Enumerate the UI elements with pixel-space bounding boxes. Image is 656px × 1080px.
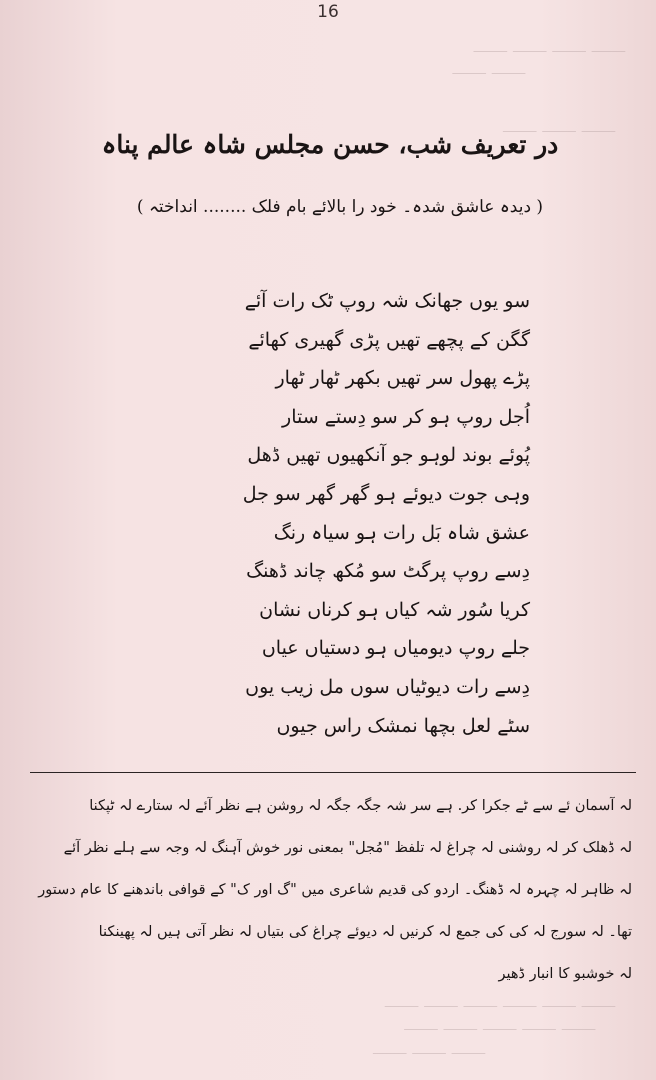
footnote-line: لہ ڈھلک کر لہ روشنی لہ چراغ لہ تلفظ "مُجل" بمعنی نور خوش آہنگ لہ وجہ سے ہلے نظر آئے: [63, 840, 632, 856]
verse-line: جلے روپ دیومیاں ہو دستیاں عیاں: [261, 637, 530, 660]
verse-line: دِسے رات دیوٹیاں سوں مل زیب یوں: [245, 675, 530, 698]
verse-line: گگن کے پچھے تھیں پڑی گھیری کھائے: [248, 328, 530, 351]
show-through-text: ⸻ ⸻: [451, 65, 526, 81]
verse-line: پُوئے بوند لوہو جو آنکھیوں تھیں ڈھل: [247, 444, 530, 467]
poem-verses: [110, 282, 530, 745]
show-through-text: ⸻ ⸻ ⸻ ⸻ ⸻ ⸻: [384, 998, 616, 1014]
show-through-text: ⸻ ⸻ ⸻ ⸻: [472, 43, 626, 59]
footnote-line: تھا۔ لہ سورج لہ کی کی جمع لہ کرنیں لہ دیوئے چراغ کی بتیاں لہ نظر آتی ہیں لہ پھینکنا: [98, 924, 632, 940]
footnotes: [20, 785, 632, 995]
footnote-divider: [30, 772, 636, 773]
footnote-line: لہ ظاہر لہ چہرہ لہ ڈھنگ۔ اردو کی قدیم شاعری میں "گ اور ک" کے قوافی باندھنے کا عام دستور: [38, 882, 632, 898]
verse-line: سو یوں جھانک شہ روپ ٹک رات آئے: [244, 290, 530, 312]
show-through-text: ⸻ ⸻ ⸻: [502, 123, 616, 139]
verse-line: عشق شاہ بَل رات ہو سیاہ رنگ: [273, 521, 530, 544]
verse-line: کریا سُور شہ کیاں ہو کرناں نشان: [259, 598, 530, 621]
footnote-line: لہ خوشبو کا انبار ڈھیر: [498, 966, 632, 982]
footnote-line: لہ آسمان ئے سے ٹے جکرا کر. ہے سر شہ جگہ جگہ لہ روشن ہے نظر آئے لہ ستارے لہ ٹپکنا: [89, 798, 632, 814]
show-through-text: ⸻ ⸻ ⸻ ⸻ ⸻: [403, 1021, 596, 1037]
poem-subtitle: ( دیدہ عاشق شدہ۔ خود را بالائے بام فلک ........ انداختہ ): [136, 197, 544, 217]
poem-title: در تعریف شب، حسن مجلس شاہ عالم پناہ: [101, 130, 559, 159]
verse-line: پڑے پھول سر تھیں بکھر ٹھار ٹھار: [275, 367, 530, 390]
verse-line: اُجل روپ ہو کر سو دِستے ستار: [282, 405, 530, 428]
verse-line: دِسے روپ پرگٹ سو مُکھ چاند ڈھنگ: [246, 560, 530, 583]
page-number: 16: [317, 2, 339, 22]
verse-line: وہی جوت دیوئے ہو گھر گھر سو جل: [242, 482, 530, 505]
verse-line: سٹے لعل بچھا نمشک راس جیوں: [276, 714, 530, 737]
show-through-text: ⸻ ⸻ ⸻: [372, 1045, 486, 1061]
